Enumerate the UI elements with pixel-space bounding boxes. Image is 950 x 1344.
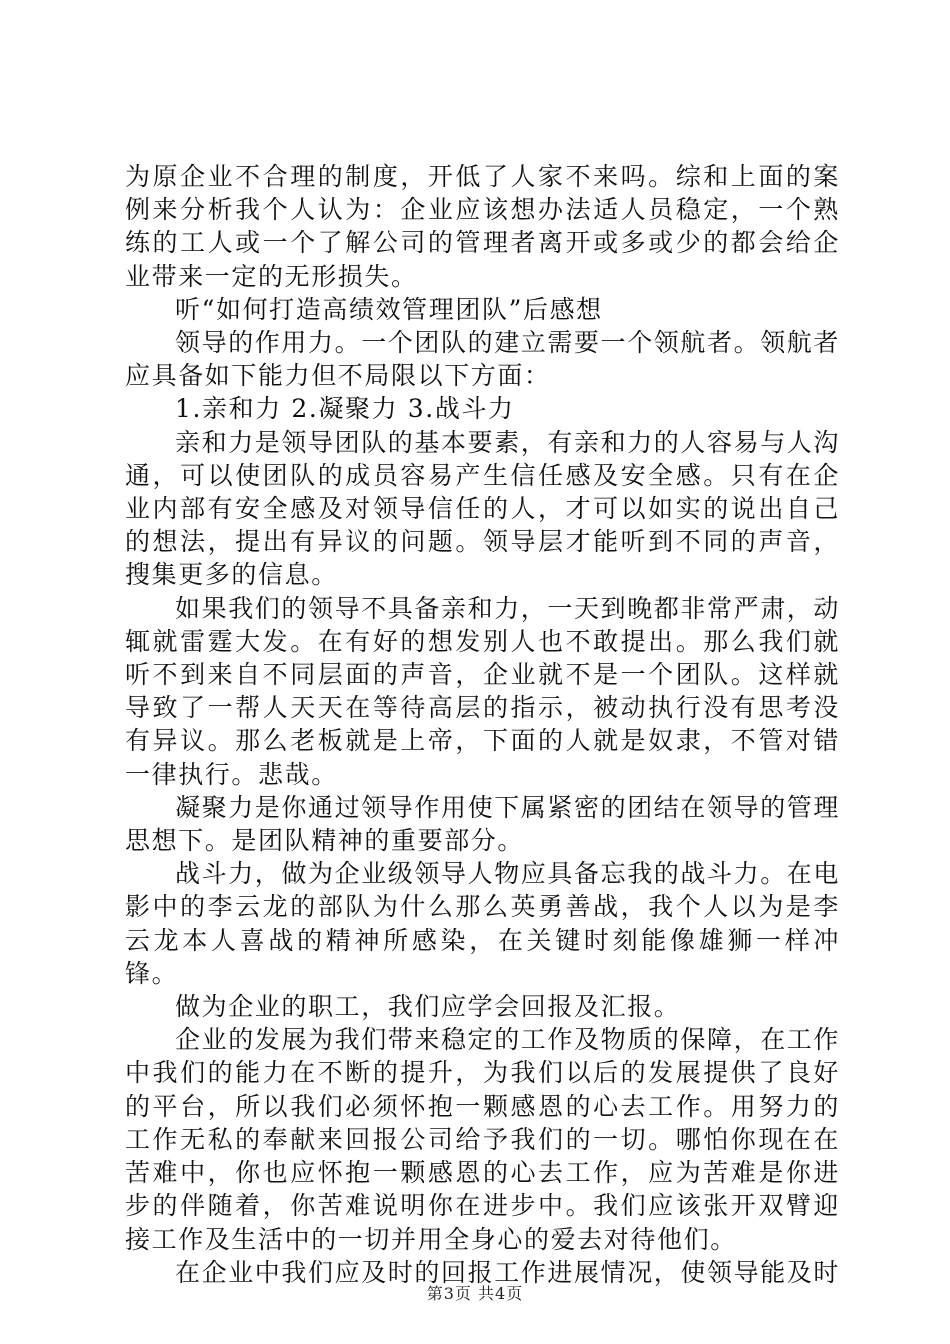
paragraph-leadership: 领导的作用力。一个团队的建立需要一个领航者。领航者应具备如下能力但不局限以下方面： <box>125 328 841 391</box>
paragraph-no-affinity: 如果我们的领导不具备亲和力，一天到晚都非常严肃，动辄就雷霆大发。在有好的想发别人也不敢提出。那么我们就听不到来自不同层面的声音，企业就不是一个团队。这样就导致了一帮人天天在等待高层的指示，被动执行没有思考没有异议。那么老板就是上帝，下面的人就是奴隶，不管对错一律执行。悲哉。 <box>125 593 841 789</box>
page-footer: 第3页 共4页 <box>426 1284 524 1303</box>
paragraph-continuation: 为原企业不合理的制度，开低了人家不来吗。综和上面的案例来分析我个人认为：企业应该想办法适人员稳定，一个熟练的工人或一个了解公司的管理者离开或多或少的都会给企业带来一定的无形损失。 <box>125 162 840 291</box>
section-heading: 听“如何打造高绩效管理团队”后感想 <box>175 294 603 324</box>
paragraph-fighting: 战斗力，做为企业级领导人物应具备忘我的战斗力。在电影中的李云龙的部队为什么那么英勇善战，我个人以为是李云龙本人喜战的精神所感染，在关键时刻能像雄狮一样冲锋。 <box>125 859 841 988</box>
paragraph-cohesion: 凝聚力是你通过领导作用使下属紧密的团结在领导的管理思想下。是团队精神的重要部分。 <box>125 792 841 856</box>
paragraph-employee: 做为企业的职工，我们应学会回报及汇报。 <box>175 992 681 1022</box>
paragraph-development: 企业的发展为我们带来稳定的工作及物质的保障，在工作中我们的能力在不断的提升，为我们以后的发展提供了良好的平台，所以我们必须怀抱一颗感恩的心去工作。用努力的工作无私的奉献来回报公司给予我们的一切。哪怕你现在在苦难中，你也应怀抱一颗感恩的心去工作，应为苦难是你进步的伴随着，你苦难说明你在进步中。我们应该张开双臂迎接工作及生活中的一切并用全身心的爱去对待他们。 <box>125 1025 841 1254</box>
paragraph-list: 1.亲和力 2.凝聚力 3.战斗力 <box>175 394 515 424</box>
paragraph-affinity: 亲和力是领导团队的基本要素，有亲和力的人容易与人沟通，可以使团队的成员容易产生信任感及安全感。只有在企业内部有安全感及对领导信任的人，才可以如实的说出自己的想法，提出有异议的问题。领导层才能听到不同的声音，搜集更多的信息。 <box>125 427 841 590</box>
paragraph-report: 在企业中我们应及时的回报工作进展情况，使领导能及时 <box>175 1257 841 1287</box>
document-body <box>125 160 840 1289</box>
